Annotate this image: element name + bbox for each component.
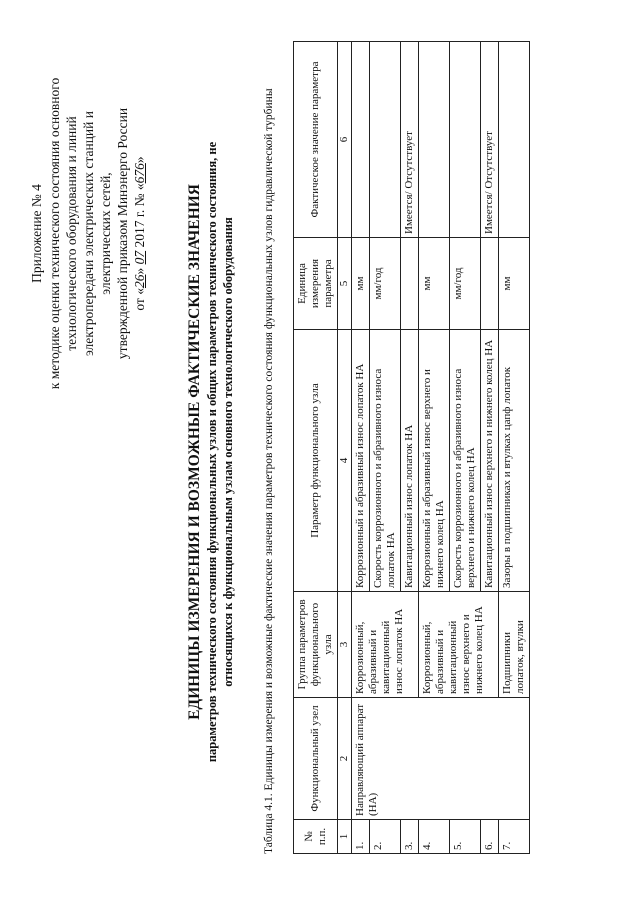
parameter: Коррозионный и абразивный износ верхнего и нижнего колец НА [419,330,450,592]
measure-unit [401,238,419,330]
parameter-group: Коррозионный, абразивный и кавитационный износ лопаток НА [352,592,419,698]
order-number: 676 [132,163,147,184]
appendix-line: к методике оценки технического состояния основного [47,77,62,390]
parameter: Скорость коррозионного и абразивного износа лопаток НА [370,330,401,592]
table-header-row [294,42,338,854]
column-number-row [338,42,352,854]
measure-unit: мм/год [370,238,401,330]
row-number: 4. [419,820,450,854]
table-caption: Таблица 4.1. Единицы измерения и возможные фактические значения параметров технического состояния функциональных узлов гидравлической турбины [263,88,275,854]
parameter: Коррозионный и абразивный износ лопаток НА [352,330,370,592]
appendix-line: электропередачи электрических станций и [81,111,96,356]
parameters-table [293,41,530,854]
measure-unit: мм [419,238,450,330]
functional-unit: Направляющий аппарат (НА) [352,698,530,820]
row-number: 6. [481,820,499,854]
row-number: 1. [352,820,370,854]
measure-unit: мм [499,238,530,330]
date-day: 26 [132,274,147,289]
measure-unit [481,238,499,330]
row-number: 5. [450,820,481,854]
actual-value [419,42,450,238]
appendix-block [28,36,148,431]
parameter-group: Коррозионный, абразивный и кавитационный износ верхнего и нижнего колец НА [419,592,499,698]
column-header: Функциональный узел [294,698,338,820]
appendix-number: Приложение № 4 [29,184,44,283]
row-number: 7. [499,820,530,854]
measure-unit: мм/год [450,238,481,330]
column-header: Единица измерения параметра [294,238,338,330]
parameter-group: Подшипники лопаток, втулки [499,592,530,698]
column-header: Группа параметров функционального узла [294,592,338,698]
column-number: 1 [338,820,352,854]
parameter: Скорость коррозионного и абразивного износа верхнего и нижнего колец НА [450,330,481,592]
parameter: Кавитационный износ верхнего и нижнего колец НА [481,330,499,592]
appendix-date-line: от «26» 07 2017 г. № «676» [132,156,147,311]
actual-value [370,42,401,238]
parameter: Кавитационный износ лопаток НА [401,330,419,592]
column-number: 2 [338,698,352,820]
column-number: 5 [338,238,352,330]
actual-value [499,42,530,238]
column-number: 6 [338,42,352,238]
table-row [352,42,370,854]
actual-value: Имеется/ Отсутствует [401,42,419,238]
date-month: 07 [132,250,147,265]
column-header: Параметр функционального узла [294,330,338,592]
column-header: № п.п. [294,820,338,854]
column-header: Фактическое значение параметра [294,42,338,238]
document-title: ЕДИНИЦЫ ИЗМЕРЕНИЯ И ВОЗМОЖНЫЕ ФАКТИЧЕСКИЕ ЗНАЧЕНИЯ [186,184,203,720]
column-number: 3 [338,592,352,698]
appendix-line: электрических сетей, [98,172,113,295]
column-number: 4 [338,330,352,592]
actual-value: Имеется/ Отсутствует [481,42,499,238]
document-subtitle: относящихся к функциональным узлам основного технологического оборудования [221,217,235,687]
actual-value [352,42,370,238]
document-subtitle: параметров технического состояния функциональных узлов и общих параметров технического состояния, не [205,141,219,763]
document-page [20,22,620,882]
measure-unit: мм [352,238,370,330]
appendix-line: технологического оборудования и линий [64,116,79,351]
appendix-line: утвержденной приказом Минэнерго России [115,107,130,360]
actual-value [450,42,481,238]
document-heading [185,42,236,862]
parameter: Зазоры в подшипниках и втулках цапф лопаток [499,330,530,592]
row-number: 2. [370,820,401,854]
row-number: 3. [401,820,419,854]
